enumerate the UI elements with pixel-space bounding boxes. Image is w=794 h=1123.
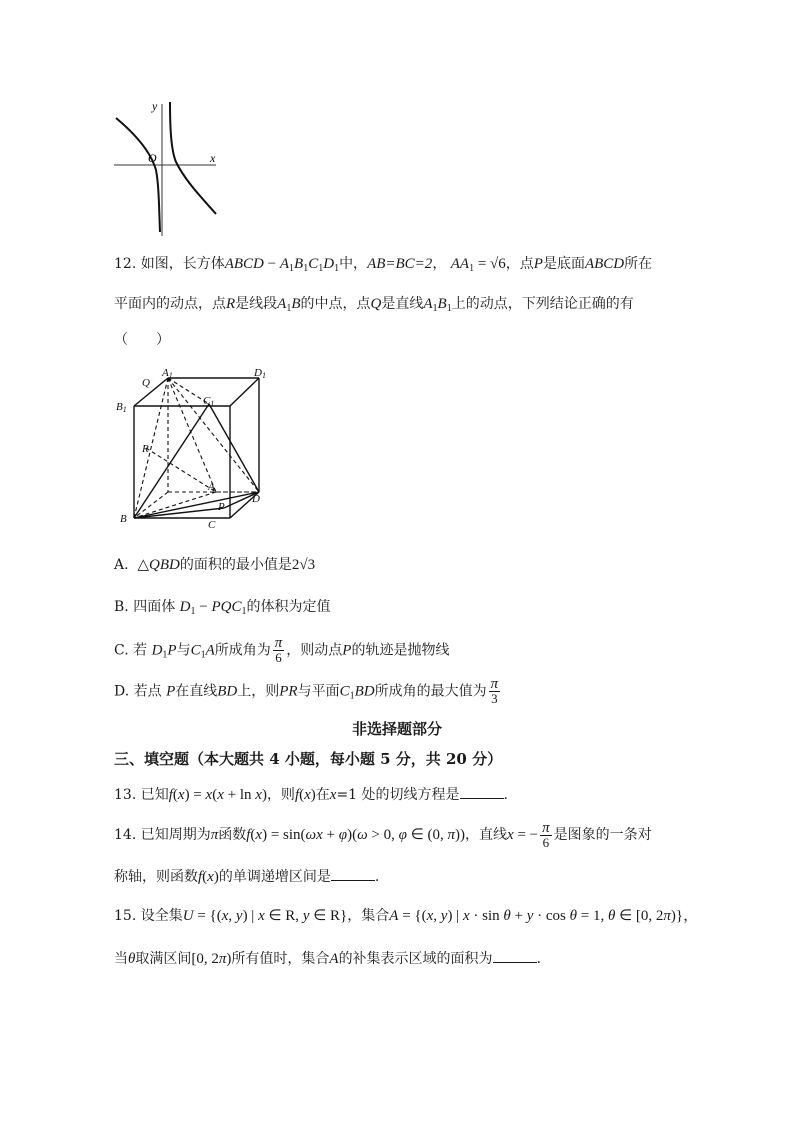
y-axis-label: y (152, 99, 158, 113)
cuboid-figure (112, 364, 278, 530)
section-heading: 非选择题部分 (351, 720, 442, 738)
q15-line1: 15. 设全集U = {(x, y) | x ∈ R, y ∈ R}，集合A = {(x, y) | x · sin θ + y · cos θ = 1, θ ∈ [0, 2π)}， (114, 908, 699, 924)
q12-text: 12. 如图，长方体 (114, 256, 225, 272)
label-D1: D1 (254, 367, 266, 380)
q14-answer-blank[interactable] (331, 866, 375, 881)
option-c: C. 若 $D_1P$与$C_1A$所成角为 $\frac{\pi}{6}$ ，则动点P的轨迹是抛物线 (114, 635, 450, 665)
label-C: C (208, 519, 216, 530)
option-b: B. 四面体 $D_1 - PQC_1$的体积为定值 (114, 599, 331, 617)
label-Q: Q (142, 377, 150, 389)
option-a: A. △QBD的面积的最小值是2√3 (114, 557, 316, 573)
function-graph-figure (110, 98, 228, 240)
q12-line2: 平面内的动点，点R是线段$A_1B$的中点，点Q是直线$A_1B_1$上的动点，下列结论正确的有 (114, 296, 634, 314)
label-A: A (208, 481, 215, 493)
q14-line1: 14. 已知周期为π函数f(x) = sin(ωx + φ)(ω > 0, φ ∈ (0, π))，直线x = − $\frac{\pi}{6}$ 是图象的一条对 (114, 819, 652, 850)
q14-line2: 称轴，则函数f(x)的单调递增区间是 . (114, 866, 379, 887)
q13: 13. 已知f(x) = x(x + ln x)，则f(x)在x=1 处的切线方程是 . (114, 784, 508, 805)
label-A1: A1 (162, 367, 173, 380)
origin-label: O (148, 151, 157, 165)
section-three-title: 三、填空题（本大题共 4 小题，每小题 5 分，共 20 分） (114, 750, 503, 768)
q15-line2: 当θ取满区间[0, 2π)所有值时，集合A的补集表示区域的面积为 . (114, 948, 541, 969)
label-C1: C1 (203, 395, 215, 408)
label-D: D (252, 493, 260, 505)
label-B1: B1 (116, 401, 127, 414)
label-P: P (218, 501, 225, 513)
q13-answer-blank[interactable] (460, 784, 504, 799)
q15-answer-blank[interactable] (493, 948, 537, 963)
option-d: D. 若点 P在直线BD上，则PR与平面$C_1BD$所成角的最大值为 $\frac{\pi}{3}$ (114, 676, 499, 706)
label-B: B (120, 513, 127, 525)
label-R: R (142, 443, 149, 455)
q12-answer-paren: （ ） (114, 332, 170, 348)
x-axis-label: x (210, 151, 216, 165)
q12-line1: 12. 如图，长方体ABCD − $A_1B_1C_1D_1$中，AB=BC=2， $AA_1 = √6$，点P是底面ABCD所在 (114, 256, 653, 274)
left-branch-curve (116, 118, 160, 232)
